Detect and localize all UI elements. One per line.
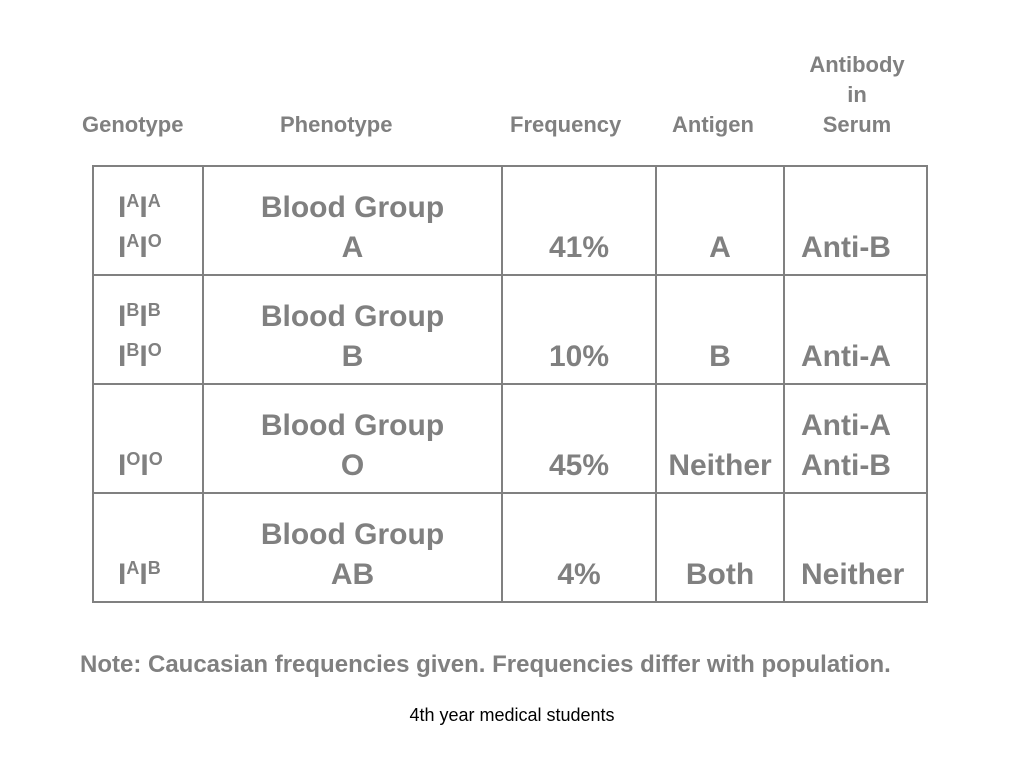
phenotype-line: AB: [330, 558, 375, 591]
phenotype-line: Blood Group: [260, 518, 445, 551]
genotype-gene-letter: I: [139, 340, 148, 373]
phenotype-cell: [203, 384, 502, 493]
table-row: [93, 166, 927, 275]
table-body: [93, 166, 927, 602]
blood-group-table: [92, 165, 928, 603]
genotype: [94, 446, 202, 486]
genotype-header: Genotype: [82, 112, 184, 137]
antigen-cell: [656, 493, 784, 602]
genotype-cell: [93, 384, 203, 493]
antibody-header-line: in: [847, 82, 867, 107]
table-row: [93, 493, 927, 602]
table-row: [93, 275, 927, 384]
genotype: [94, 555, 202, 595]
antibody-value: Anti-B: [801, 231, 891, 264]
antigen-cell: [656, 275, 784, 384]
antibody-header: [796, 50, 918, 140]
phenotype-cell: [203, 493, 502, 602]
genotype-gene-letter: I: [139, 300, 148, 333]
frequency-value: 4%: [557, 558, 601, 591]
frequency-value: 10%: [548, 340, 610, 373]
genotype-gene-letter: I: [118, 231, 127, 264]
genotype-list: [94, 555, 202, 601]
genotype-cell: [93, 275, 203, 384]
phenotype-line: Blood Group: [260, 300, 445, 333]
antigen-value: A: [709, 231, 731, 264]
antibody-header-line: Antibody: [809, 52, 905, 77]
antigen-value: B: [709, 340, 731, 373]
genotype-allele-superscript: A: [147, 191, 161, 211]
phenotype-line: O: [340, 449, 365, 482]
genotype-gene-letter: I: [118, 340, 127, 373]
frequency-cell: [502, 384, 656, 493]
frequency-cell: [502, 275, 656, 384]
genotype-allele-superscript: B: [147, 300, 161, 320]
antigen-header: Antigen: [672, 112, 754, 137]
phenotype-line: B: [341, 340, 364, 373]
frequency-header: Frequency: [510, 112, 622, 137]
phenotype-cell: [203, 166, 502, 275]
antibody-value: Anti-A: [801, 340, 891, 373]
antigen-value: Neither: [668, 449, 772, 482]
antibody-cell: [784, 493, 927, 602]
genotype-allele-superscript: B: [126, 340, 140, 360]
genotype: [94, 188, 202, 228]
genotype-gene-letter: I: [139, 558, 148, 591]
genotype-allele-superscript: B: [147, 558, 161, 578]
frequency-cell: [502, 493, 656, 602]
genotype-cell: [93, 166, 203, 275]
antibody-cell: [784, 166, 927, 275]
genotype-allele-superscript: A: [126, 231, 140, 251]
frequency-value: 45%: [548, 449, 610, 482]
table-row: [93, 384, 927, 493]
genotype-allele-superscript: O: [126, 449, 141, 469]
phenotype-line: Blood Group: [260, 191, 445, 224]
antigen-cell: [656, 384, 784, 493]
phenotype-header: Phenotype: [280, 112, 393, 137]
genotype-gene-letter: I: [118, 191, 127, 224]
phenotype-line: Blood Group: [260, 409, 445, 442]
antibody-cell: [784, 275, 927, 384]
genotype-allele-superscript: O: [147, 340, 162, 360]
genotype-allele-superscript: B: [126, 300, 140, 320]
genotype-cell: [93, 493, 203, 602]
genotype-allele-superscript: A: [126, 191, 140, 211]
phenotype-line: A: [341, 231, 364, 264]
antibody-value: Anti-B: [801, 449, 891, 482]
genotype-gene-letter: I: [118, 558, 127, 591]
antibody-value: Anti-A: [801, 409, 891, 442]
genotype-list: [94, 297, 202, 383]
frequency-value: 41%: [548, 231, 610, 264]
antigen-value: Both: [685, 558, 755, 591]
genotype-allele-superscript: A: [126, 558, 140, 578]
antigen-cell: [656, 166, 784, 275]
genotype: [94, 297, 202, 337]
genotype-allele-superscript: O: [147, 231, 162, 251]
antibody-cell: [784, 384, 927, 493]
genotype-list: [94, 188, 202, 274]
genotype-gene-letter: I: [118, 300, 127, 333]
frequency-cell: [502, 166, 656, 275]
antibody-header-line: Serum: [822, 112, 892, 137]
genotype-allele-superscript: O: [148, 449, 163, 469]
genotype-gene-letter: I: [140, 449, 149, 482]
note-text: Note: Caucasian frequencies given. Frequencies differ with population.: [80, 651, 891, 678]
genotype-gene-letter: I: [139, 231, 148, 264]
genotype-gene-letter: I: [118, 449, 127, 482]
genotype: [94, 228, 202, 268]
phenotype-cell: [203, 275, 502, 384]
antibody-value: Neither: [801, 558, 905, 591]
genotype-list: [94, 446, 202, 492]
genotype-gene-letter: I: [139, 191, 148, 224]
footer-text: 4th year medical students: [409, 705, 615, 725]
genotype: [94, 337, 202, 377]
